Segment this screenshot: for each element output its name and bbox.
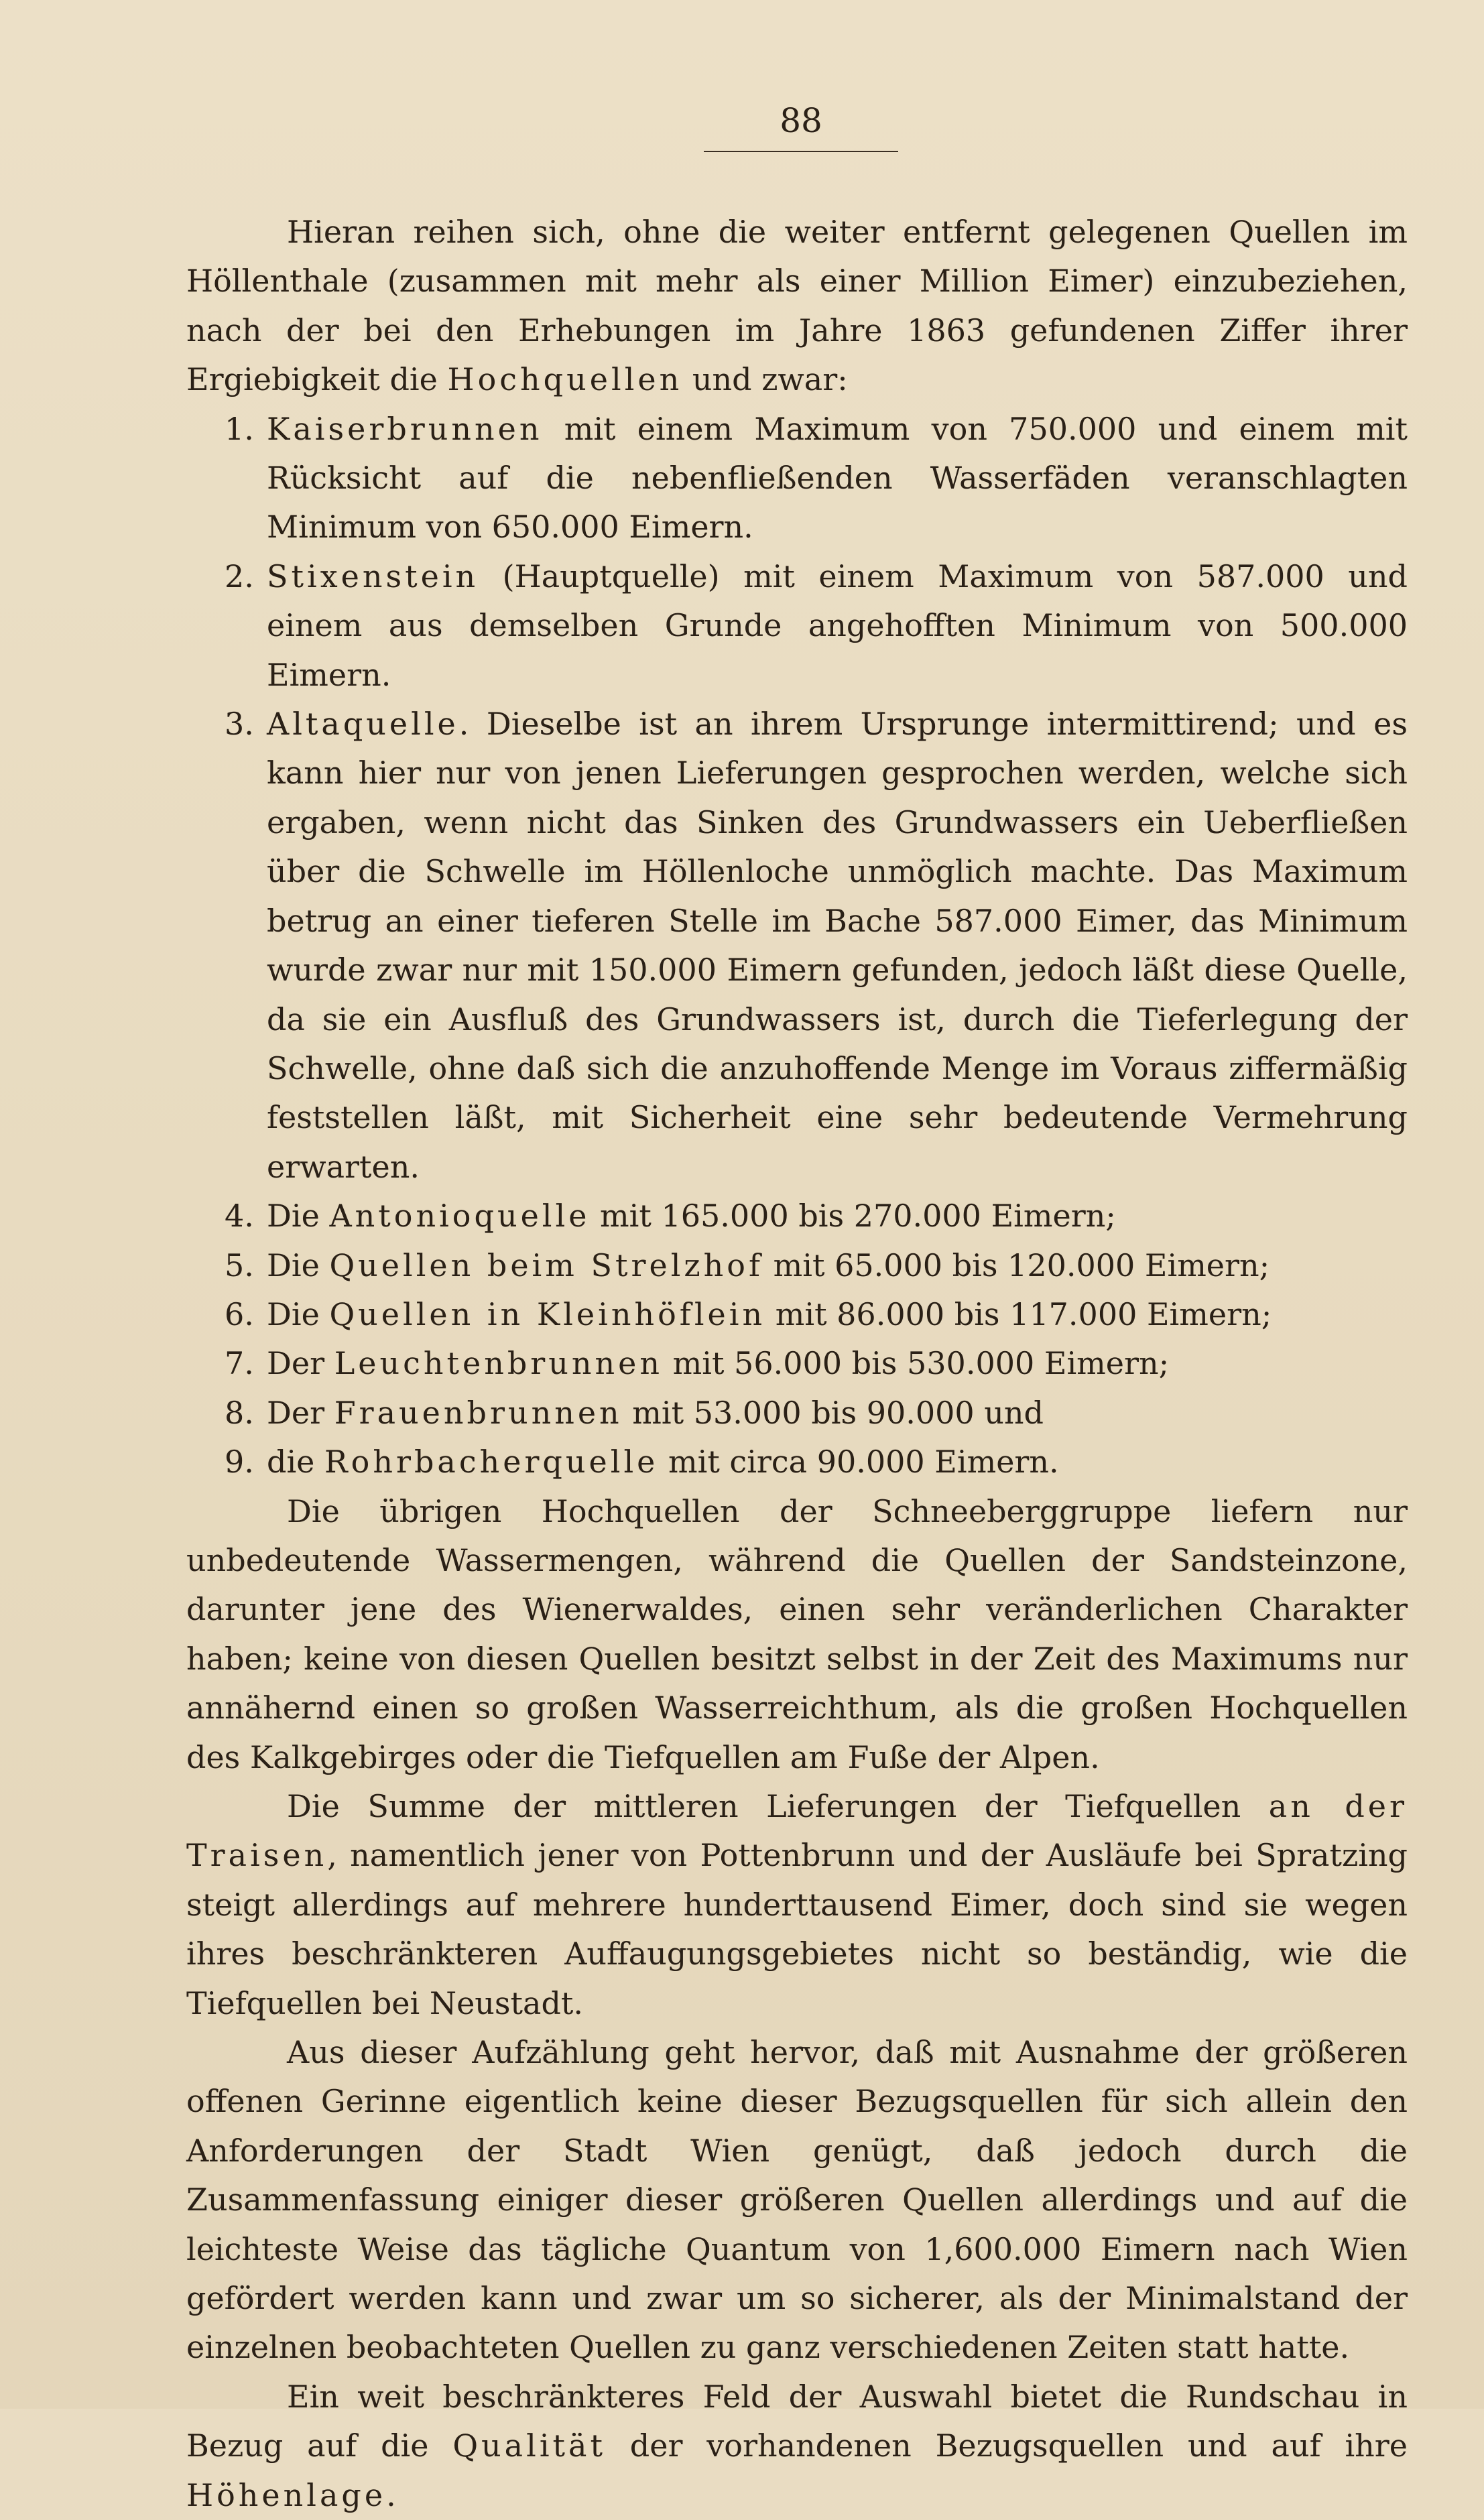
article: Der xyxy=(267,1345,334,1382)
item-number: 6. xyxy=(225,1296,254,1332)
paragraph-final xyxy=(186,2373,1408,2520)
text-run: Ein weit beschränkteres Feld der Auswahl bietet die Rundschau in Bezug auf die xyxy=(186,2378,1408,2464)
spring-item-3 xyxy=(186,700,1408,1192)
spring-text: mit circa 90.000 Eimern. xyxy=(658,1444,1059,1480)
spring-name: Altaquelle xyxy=(267,706,459,743)
emphasis-qualitaet: Qualität xyxy=(452,2428,606,2464)
emphasis-hochquellen: Hochquellen xyxy=(447,361,683,398)
article: die xyxy=(267,1444,325,1480)
item-number: 4. xyxy=(225,1198,254,1235)
spring-text: (Hauptquelle) mit einem Maximum von 587.000 und einem aus demselben Grunde angehofften Minimum von 500.000 Eimern. xyxy=(267,558,1408,693)
spring-name: Quellen beim Strelzhof xyxy=(329,1247,764,1283)
spring-item-4 xyxy=(186,1192,1408,1241)
spring-text: mit einem Maximum von 750.000 und einem mit Rücksicht auf die nebenfließenden Wasserfäden veranschlagten Minimum von 650.000 Eimern. xyxy=(267,410,1408,546)
item-number: 2. xyxy=(225,558,254,594)
spring-item-2 xyxy=(186,552,1408,700)
text-run: und zwar: xyxy=(682,361,848,398)
spring-name: Kaiserbrunnen xyxy=(267,410,543,447)
spring-item-7 xyxy=(186,1339,1408,1388)
text-run: . xyxy=(386,2476,396,2513)
spring-text: mit 86.000 bis 117.000 Eimern; xyxy=(765,1296,1272,1332)
spring-name: Leuchtenbrunnen xyxy=(334,1345,663,1382)
page-body xyxy=(186,208,1408,2520)
spring-text: mit 165.000 bis 270.000 Eimern; xyxy=(590,1198,1116,1235)
paragraph-intro xyxy=(186,208,1408,405)
spring-item-5 xyxy=(186,1241,1408,1290)
spring-name: Antonioquelle xyxy=(329,1198,591,1235)
item-number: 5. xyxy=(225,1247,254,1283)
spring-name: Quellen in Kleinhöflein xyxy=(329,1296,766,1332)
spring-item-6 xyxy=(186,1290,1408,1339)
spring-text: mit 65.000 bis 120.000 Eimern; xyxy=(763,1247,1270,1283)
article: Der xyxy=(267,1394,334,1431)
paragraph-conclusion: Aus dieser Aufzählung geht hervor, daß mit Ausnahme der größeren offenen Gerinne eigentlich keine dieser Bezugsquellen für sich allein den Anforderungen der Stadt Wien genügt, daß jedoch durch die Zusammenfassung einiger dieser größeren Quellen allerdings und auf die leichteste Weise das tägliche Quantum von 1,600.000 Eimern nach Wien gefördert werden kann und zwar um so sicherer, als der Minimalstand der einzelnen beobachteten Quellen zu ganz verschiedenen Zeiten statt hatte. xyxy=(186,2034,1408,2366)
spring-name: Rohrbacherquelle xyxy=(324,1444,659,1480)
emphasis-hoehenlage: Höhenlage xyxy=(186,2476,387,2513)
paragraph-traisen xyxy=(186,1782,1408,2028)
spring-text: . Dieselbe ist an ihrem Ursprunge intermittirend; und es kann hier nur von jenen Lieferungen gesprochen werden, welche sich ergaben, wenn nicht das Sinken des Grundwassers ein Ueberfließen über die Schwelle im Höllenloche unmöglich machte. Das Maximum betrug an einer tieferen Stelle im Bache 587.000 Eimer, das Minimum wurde zwar nur mit 150.000 Eimern gefunden, jedoch läßt diese Quelle, da sie ein Ausfluß des Grundwassers ist, durch die Tieferlegung der Schwelle, ohne daß sich die anzuhoffende Menge im Voraus ziffermäßig feststellen läßt, mit Sicherheit eine sehr bedeutende Vermehrung erwarten. xyxy=(267,706,1408,1185)
item-number: 8. xyxy=(225,1394,254,1431)
text-run: , namentlich jener von Pottenbrunn und der Ausläufe bei Spratzing steigt allerdings auf mehrere hunderttausend Eimer, doch sind sie wegen ihres beschränkteren Auffaugungsgebietes nicht so beständig, wie die Tiefquellen bei Neustadt. xyxy=(186,1837,1408,2021)
header-rule xyxy=(704,151,898,152)
text-run: Die Summe der mittleren Lieferungen der Tiefquellen xyxy=(287,1788,1269,1824)
spring-item-8 xyxy=(186,1389,1408,1438)
emphasis-an-der-traisen: an der Traisen xyxy=(186,1788,1408,1874)
article: Die xyxy=(267,1296,330,1332)
spring-item-9 xyxy=(186,1438,1408,1487)
item-number: 1. xyxy=(225,410,254,447)
text-run: Hieran reihen sich, ohne die weiter entfernt gelegenen Quellen im Höllenthale (zusammen mit mehr als einer Million Eimer) einzubeziehen, nach der bei den Erhebungen im Jahre 1863 gefundenen Ziffer ihrer Ergiebigkeit die xyxy=(186,214,1408,398)
item-number: 9. xyxy=(225,1444,254,1480)
spring-text: mit 53.000 bis 90.000 und xyxy=(622,1394,1044,1431)
spring-name: Stixenstein xyxy=(267,558,479,594)
page-number: 88 xyxy=(780,101,822,140)
item-number: 7. xyxy=(225,1345,254,1382)
item-number: 3. xyxy=(225,706,254,743)
paragraph-remaining-springs: Die übrigen Hochquellen der Schneeberggruppe liefern nur unbedeutende Wassermengen, während die Quellen der Sandsteinzone, darunter jene des Wienerwaldes, einen sehr veränderlichen Charakter haben; keine von diesen Quellen besitzt selbst in der Zeit des Maximums nur annähernd einen so großen Wasserreichthum, als die großen Hochquellen des Kalkgebirges oder die Tiefquellen am Fuße der Alpen. xyxy=(186,1493,1408,1775)
spring-text: mit 56.000 bis 530.000 Eimern; xyxy=(663,1345,1170,1382)
spring-item-1 xyxy=(186,405,1408,552)
spring-name: Frauenbrunnen xyxy=(334,1394,623,1431)
text-run: der vorhandenen Bezugsquellen und auf ihre xyxy=(605,2428,1408,2464)
article: Die xyxy=(267,1198,330,1235)
article: Die xyxy=(267,1247,330,1283)
